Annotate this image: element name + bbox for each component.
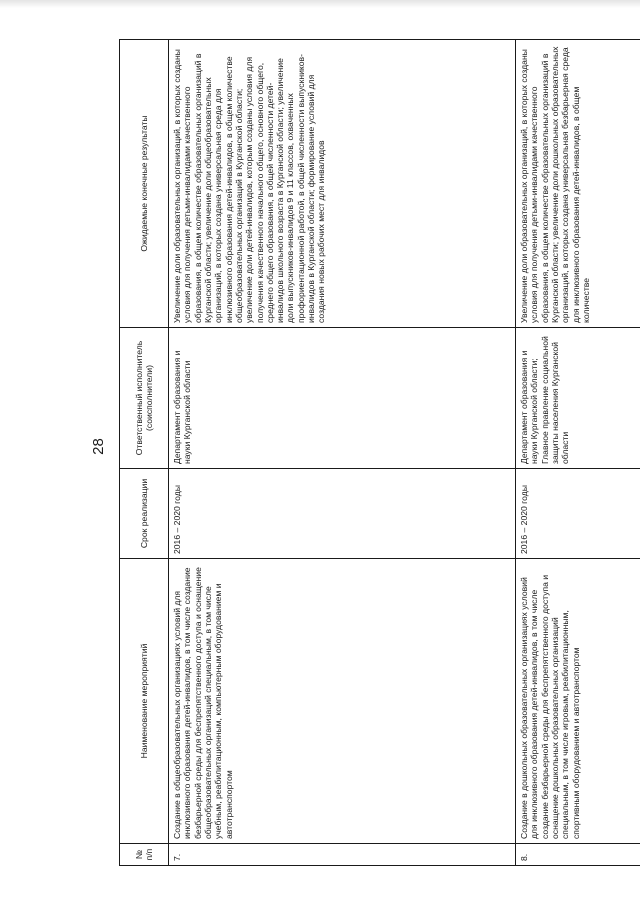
measure-results: Увеличение доли образовательных организаций, в которых созданы условия для получения детьми-инвалидами качественного образования, в общем количестве образовательных организаций в Курганской области; увеличение доли дошкольных образовательных организаций, в которых создана универсальная безбарьерная среда для инклюзивного образования детей-инвалидов, в общем количестве (516, 40, 640, 328)
header-executor: Ответственный исполнитель (соисполнители) (120, 328, 169, 469)
measure-executor: Департамент образования и науки Курганской области; Главное правление социальной защиты населения Курганской области (516, 328, 640, 469)
rotated-page-content (119, 40, 634, 866)
page-number: 28 (89, 438, 107, 455)
row-number: 7. (169, 844, 516, 866)
header-period: Срок реализации (120, 469, 169, 559)
table-row (169, 40, 516, 866)
table-header-row (120, 40, 169, 866)
header-results: Ожидаемые конечные результаты (120, 40, 169, 328)
header-name: Наименование мероприятий (120, 559, 169, 844)
measures-table (119, 39, 640, 866)
measure-executor: Департамент образования и науки Курганской области (169, 328, 516, 469)
scan-edge (0, 0, 640, 8)
measure-name: Создание в общеобразовательных организациях условий для инклюзивного образования детей-инвалидов, в том числе создание безбарьерной среды для беспрепятственного доступа и оснащение общеобразовательных организаций специальным, в том числе учебным, реабилитационным, компьютерным оборудованием и автотранспортом (169, 559, 516, 844)
header-num: № п/п (120, 844, 169, 866)
row-number: 8. (516, 844, 640, 866)
table-row (516, 40, 640, 866)
measure-period: 2016 – 2020 годы (169, 469, 516, 559)
measure-period: 2016 – 2020 годы (516, 469, 640, 559)
measure-name: Создание в дошкольных образовательных организациях условий для инклюзивного образования детей-инвалидов, в том числе создание безбарьерной среды для беспрепятственного доступа и оснащение дошкольных образовательных организаций специальным, в том числе игровым, реабилитационным, спортивным оборудованием и автотранспортом (516, 559, 640, 844)
measure-results: Увеличение доли образовательных организаций, в которых созданы условия для получения детьми-инвалидами качественного образования, в общем количестве образовательных организаций в Курганской области; увеличение доли общеобразовательных организаций, в которых создана универсальная среда для инклюзивного образования детей-инвалидов, в общем количестве общеобразовательных организаций в Курганской области; увеличение доли детей-инвалидов, которым созданы условия для получения качественного начального общего, основного общего, среднего общего образования, в общей численности детей-инвалидов школьного возраста в Курганской области; увеличение доли выпускников-инвалидов 9 и 11 классов, охваченных профориентационной работой, в общей численности выпускников-инвалидов в Курганской области; формирование условий для создания новых рабочих мест для инвалидов (169, 40, 516, 328)
